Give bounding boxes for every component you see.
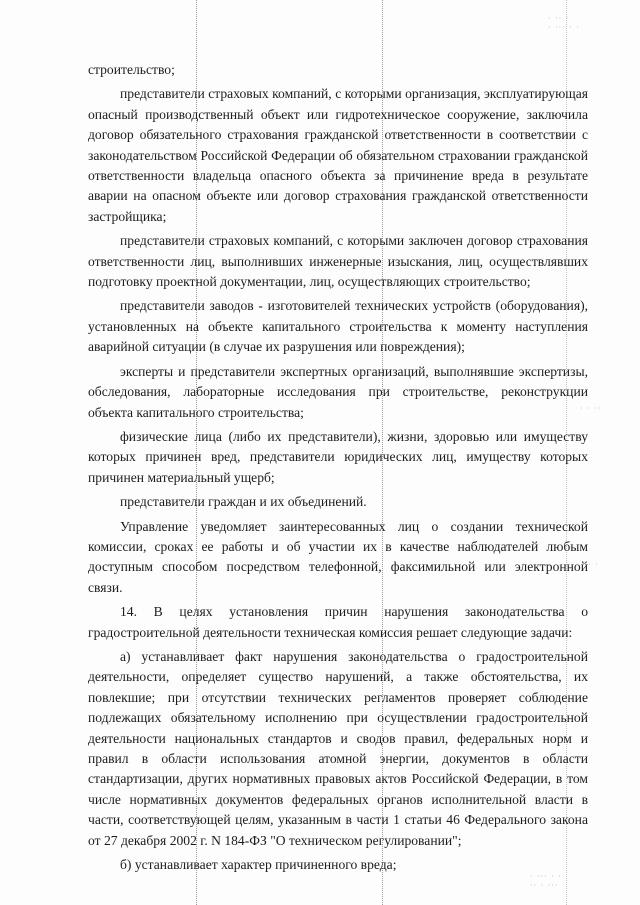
- document-body: [88, 60, 588, 879]
- paragraph: представители страховых компаний, с которыми заключен договор страхования ответственности лиц, выполнивших инженерные изыскания, лиц, осуществлявших подготовку проектной документации, лиц, осуществляющих строительство;: [88, 233, 588, 290]
- scan-noise: · ·: [588, 560, 599, 569]
- paragraph: представители граждан и их объединений.: [120, 494, 367, 510]
- scan-noise: · ·· · · ··· · ·: [548, 14, 580, 32]
- scan-noise: · ··· · · ·· · ···: [530, 872, 562, 890]
- scan-noise: · · ··: [580, 404, 602, 413]
- paragraph: а) устанавливает факт нарушения законодательства о градостроительной деятельности, определяет существо нарушений, а также обстоятельства, их повлекшие; при отсутствии технических регламентов проверяет соблюдение подлежащих обязательному исполнению при осуществлении градостроительной деятельности национальных стандартов и сводов правил, федеральных норм и правил в области использования атомной энергии, документов в области стандартизации, других нормативных правовых актов Российской Федерации, в том числе нормативных документов федеральных органов исполнительной власти в части, соответствующей целям, указанным в части 1 статьи 46 Федерального закона от 27 декабря 2002 г. N 184-ФЗ "О техническом регулировании";: [88, 648, 588, 848]
- paragraph: Управление уведомляет заинтересованных лиц о создании технической комиссии, сроках ее работы и об участии их в качестве наблюдателей любым доступным способом посредством телефонной, факсимильной или электронной связи.: [88, 518, 588, 595]
- paragraph: б) устанавливает характер причиненного вреда;: [120, 857, 397, 873]
- paragraph: представители заводов - изготовителей технических устройств (оборудования), установленных на объекте капитального строительства к моменту наступления аварийной ситуации (в случае их разрушения или повреждения);: [88, 298, 588, 355]
- paragraph: 14. В целях установления причин нарушения законодательства о градостроительной деятельности техническая комиссия решает следующие задачи:: [88, 604, 588, 640]
- paragraph: эксперты и представители экспертных организаций, выполнявшие экспертизы, обследования, лабораторные исследования при строительстве, реконструкции объекта капитального строительства;: [88, 363, 588, 420]
- paragraph: строительство;: [88, 62, 175, 77]
- paragraph: представители страховых компаний, с которыми организация, эксплуатирующая опасный производственный объект или гидротехническое сооружение, заключила договор обязательного страхования гражданской ответственности в соответствии с законодательством Российской Федерации об обязательном страховании гражданской ответственности владельца опасного объекта за причинение вреда в результате аварии на опасном объекте или договор страхования гражданской ответственности застройщика;: [88, 86, 588, 224]
- paragraph: физические лица (либо их представители), жизни, здоровью или имуществу которых причинен вред, представители юридических лиц, имуществу которых причинен материальный ущерб;: [88, 428, 588, 485]
